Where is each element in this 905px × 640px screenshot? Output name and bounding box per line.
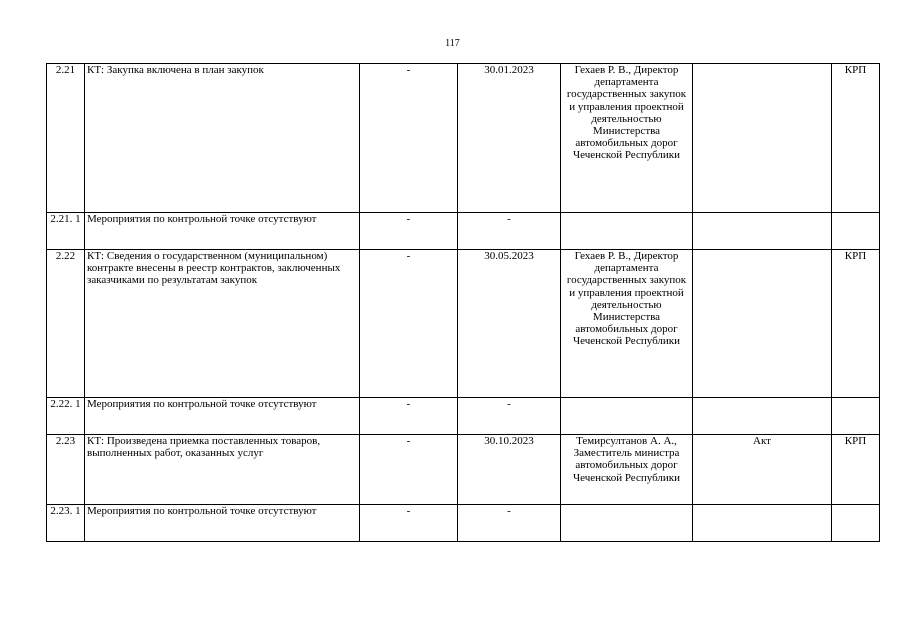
row-end: 30.01.2023: [458, 64, 561, 213]
row-name: КТ: Сведения о государственном (муниципальном) контракте внесены в реестр контрактов, заключенных заказчиками по результатам закупок: [85, 250, 360, 398]
row-name: КТ: Произведена приемка поставленных товаров, выполненных работ, оказанных услуг: [85, 435, 360, 505]
row-start: -: [360, 505, 458, 542]
table-row: [47, 398, 880, 435]
row-document: Акт: [693, 435, 832, 505]
row-responsible: [561, 505, 693, 542]
row-level: [832, 505, 880, 542]
row-responsible: [561, 213, 693, 250]
row-end: 30.10.2023: [458, 435, 561, 505]
row-start: -: [360, 250, 458, 398]
row-name: КТ: Закупка включена в план закупок: [85, 64, 360, 213]
row-name: Мероприятия по контрольной точке отсутствуют: [85, 398, 360, 435]
table-row: [47, 64, 880, 213]
row-responsible: [561, 398, 693, 435]
row-end: 30.05.2023: [458, 250, 561, 398]
plan-table: [46, 63, 880, 542]
row-number: 2.21: [47, 64, 85, 213]
row-document: [693, 398, 832, 435]
row-level: [832, 213, 880, 250]
row-start: -: [360, 213, 458, 250]
table-row: [47, 435, 880, 505]
row-document: [693, 250, 832, 398]
row-number: 2.22. 1: [47, 398, 85, 435]
row-number: 2.22: [47, 250, 85, 398]
row-start: -: [360, 64, 458, 213]
row-end: -: [458, 213, 561, 250]
row-end: -: [458, 398, 561, 435]
row-name: Мероприятия по контрольной точке отсутствуют: [85, 505, 360, 542]
row-end: -: [458, 505, 561, 542]
row-number: 2.23. 1: [47, 505, 85, 542]
row-responsible: Гехаев Р. В., Директор департамента государственных закупок и управления проектной деятельностью Министерства автомобильных дорог Чеченской Республики: [561, 64, 693, 213]
row-name: Мероприятия по контрольной точке отсутствуют: [85, 213, 360, 250]
row-number: 2.23: [47, 435, 85, 505]
row-number: 2.21. 1: [47, 213, 85, 250]
row-document: [693, 213, 832, 250]
row-start: -: [360, 435, 458, 505]
page-number: 117: [445, 38, 460, 49]
row-start: -: [360, 398, 458, 435]
table-row: [47, 250, 880, 398]
row-level: КРП: [832, 250, 880, 398]
table-row: [47, 505, 880, 542]
row-responsible: Темирсултанов А. А., Заместитель министра автомобильных дорог Чеченской Республики: [561, 435, 693, 505]
row-document: [693, 64, 832, 213]
row-level: КРП: [832, 435, 880, 505]
row-level: [832, 398, 880, 435]
row-level: КРП: [832, 64, 880, 213]
table-row: [47, 213, 880, 250]
row-document: [693, 505, 832, 542]
row-responsible: Гехаев Р. В., Директор департамента государственных закупок и управления проектной деятельностью Министерства автомобильных дорог Чеченской Республики: [561, 250, 693, 398]
